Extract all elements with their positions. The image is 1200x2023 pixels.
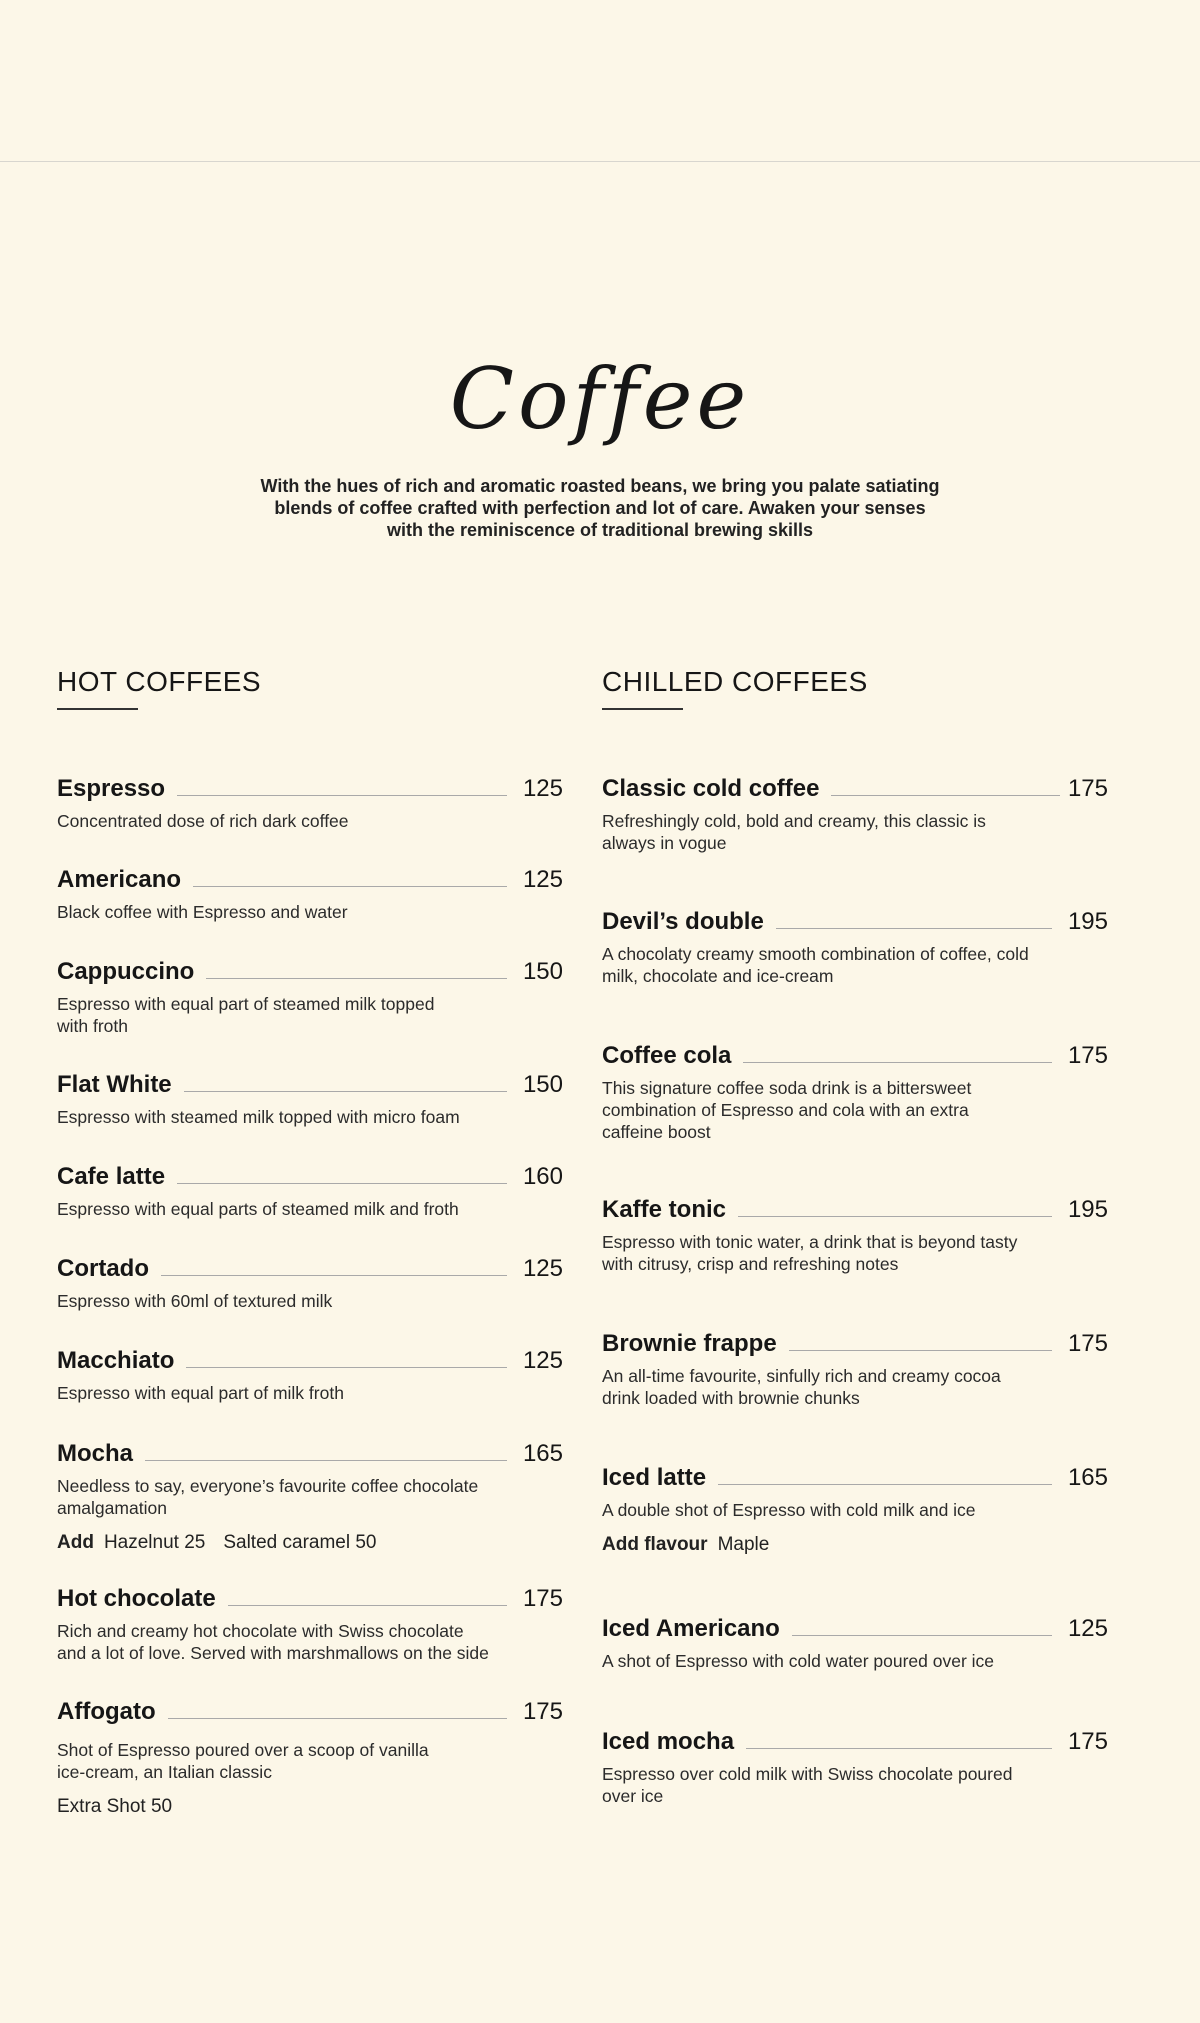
section-heading: HOT COFFEES [57,666,262,697]
item-name: Classic cold coffee [602,775,820,802]
menu-item [602,1727,1108,1807]
item-price: 150 [522,1071,563,1098]
item-description-line: Espresso with equal part of milk froth [57,1383,344,1403]
item-price: 160 [522,1163,563,1190]
leader-line [746,1748,1052,1749]
item-name: Espresso [57,775,166,802]
item-name: Iced Americano [602,1615,780,1642]
leader-line [228,1605,507,1606]
item-price: 165 [1067,1464,1108,1491]
leader-line [161,1275,507,1276]
menu-item [602,1614,1108,1727]
item-name: Coffee cola [602,1042,732,1069]
item-price: 175 [1067,1330,1108,1357]
item-description [57,810,563,832]
addon-row [602,1533,1108,1557]
item-description [57,1198,563,1220]
item-description [602,810,1108,854]
menu-item [602,1041,1108,1195]
item-description [602,1763,1108,1807]
page-title: Coffee [449,350,751,448]
item-description-line: Rich and creamy hot chocolate with Swiss chocolate [57,1621,464,1641]
item-description-line: A chocolaty creamy smooth combination of coffee, cold [602,944,1029,964]
leader-line [206,978,507,979]
menu-item [57,1584,563,1697]
item-price: 165 [522,1440,563,1467]
item-description [57,901,563,923]
leader-line [145,1460,507,1461]
item-price: 175 [522,1585,563,1612]
item-name: Affogato [57,1698,156,1725]
item-description-line: with citrusy, crisp and refreshing notes [602,1254,899,1274]
item-name: Iced latte [602,1464,707,1491]
item-description [602,943,1108,987]
item-description-line: Espresso with equal parts of steamed milk and froth [57,1199,459,1219]
item-description [57,1290,563,1312]
item-name: Mocha [57,1440,134,1467]
item-price: 175 [1067,1728,1108,1755]
menu-item [602,774,1108,907]
item-description [57,1382,563,1404]
item-description-line: Espresso with steamed milk topped with micro foam [57,1107,460,1127]
leader-line [831,795,1060,796]
item-description-line: Refreshingly cold, bold and creamy, this classic is [602,811,986,831]
item-price: 125 [1067,1615,1108,1642]
menu-item [57,1162,563,1254]
item-name: Cappuccino [57,958,195,985]
intro-text [200,475,1000,541]
item-price: 175 [1067,1042,1108,1069]
item-description-line: milk, chocolate and ice-cream [602,966,834,986]
item-description [57,993,563,1037]
item-price: 195 [1067,908,1108,935]
hot-coffees-section [57,664,563,1827]
menu-list [602,774,1108,1807]
item-description [602,1365,1108,1409]
item-name: Macchiato [57,1347,175,1374]
item-description-line: This signature coffee soda drink is a bittersweet [602,1078,972,1098]
leader-line [184,1091,507,1092]
section-heading: CHILLED COFFEES [602,666,868,697]
intro-line: blends of coffee crafted with perfection and lot of care. Awaken your senses [274,498,926,518]
item-description-line: Espresso with equal part of steamed milk topped [57,994,435,1014]
menu-item [57,865,563,957]
item-description-line: over ice [602,1786,664,1806]
item-description-line: Espresso over cold milk with Swiss chocolate poured [602,1764,1013,1784]
item-price: 125 [522,1255,563,1282]
item-description [57,1475,563,1519]
item-price: 125 [522,866,563,893]
item-price: 195 [1067,1196,1108,1223]
item-description-line: amalgamation [57,1498,167,1518]
item-price: 175 [522,1698,563,1725]
addon-label: Add [57,1532,94,1553]
menu-item [57,957,563,1070]
item-description-line: ice-cream, an Italian classic [57,1762,272,1782]
menu-item [602,907,1108,1041]
item-name: Brownie frappe [602,1330,777,1357]
addon-option: Extra Shot 50 [57,1796,173,1817]
item-description [57,1739,563,1783]
leader-line [168,1718,507,1719]
item-description-line: always in vogue [602,833,727,853]
intro-line: with the reminiscence of traditional brewing skills [386,520,814,540]
item-description-line: Espresso with tonic water, a drink that is beyond tasty [602,1232,1018,1252]
item-name: Flat White [57,1071,172,1098]
intro-line: With the hues of rich and aromatic roasted beans, we bring you palate satiating [260,476,940,496]
item-price: 175 [1067,775,1108,802]
item-description [602,1231,1108,1275]
leader-line [789,1350,1052,1351]
item-description-line: Needless to say, everyone’s favourite coffee chocolate [57,1476,479,1496]
item-price: 125 [522,775,563,802]
menu-item [57,1697,563,1827]
top-divider [0,161,1200,162]
menu-item [57,1254,563,1346]
addon-option: Hazelnut 25 [103,1532,206,1553]
addon-row [57,1531,563,1555]
leader-line [738,1216,1052,1217]
menu-item [57,1439,563,1584]
heading-underline [57,708,138,710]
menu-item [602,1195,1108,1329]
item-description-line: Espresso with 60ml of textured milk [57,1291,333,1311]
addon-option: Maple [717,1534,770,1555]
item-description [602,1499,1108,1521]
leader-line [792,1635,1052,1636]
item-description-line: A double shot of Espresso with cold milk and ice [602,1500,976,1520]
chilled-coffees-section [602,664,1108,1807]
item-description [57,1106,563,1128]
item-description-line: caffeine boost [602,1122,711,1142]
item-description [602,1650,1108,1672]
menu-list [57,774,563,1827]
leader-line [186,1367,507,1368]
menu-item [602,1329,1108,1463]
leader-line [776,928,1052,929]
item-description-line: with froth [57,1016,128,1036]
menu-item [602,1463,1108,1614]
item-name: Cortado [57,1255,149,1282]
addon-row [57,1795,563,1819]
item-description-line: combination of Espresso and cola with an extra [602,1100,969,1120]
menu-item [57,1070,563,1162]
item-name: Hot chocolate [57,1585,216,1612]
addon-option: Salted caramel 50 [223,1532,377,1553]
leader-line [177,1183,507,1184]
addon-label: Add flavour [602,1534,708,1555]
menu-item [57,1346,563,1439]
heading-underline [602,708,683,710]
item-description-line: Black coffee with Espresso and water [57,902,348,922]
item-description-line: A shot of Espresso with cold water poured over ice [602,1651,995,1671]
item-description-line: drink loaded with brownie chunks [602,1388,860,1408]
leader-line [177,795,507,796]
item-price: 150 [522,958,563,985]
leader-line [743,1062,1052,1063]
item-description [602,1077,1108,1143]
leader-line [718,1484,1052,1485]
item-description [57,1620,563,1664]
item-description-line: An all-time favourite, sinfully rich and creamy cocoa [602,1366,1001,1386]
item-price: 125 [522,1347,563,1374]
menu-item [57,774,563,865]
item-description-line: Shot of Espresso poured over a scoop of vanilla [57,1740,429,1760]
item-description-line: Concentrated dose of rich dark coffee [57,811,349,831]
leader-line [193,886,507,887]
item-name: Cafe latte [57,1163,166,1190]
item-description-line: and a lot of love. Served with marshmallows on the side [57,1643,489,1663]
item-name: Iced mocha [602,1728,735,1755]
item-name: Devil’s double [602,908,764,935]
item-name: Americano [57,866,182,893]
item-name: Kaffe tonic [602,1196,727,1223]
